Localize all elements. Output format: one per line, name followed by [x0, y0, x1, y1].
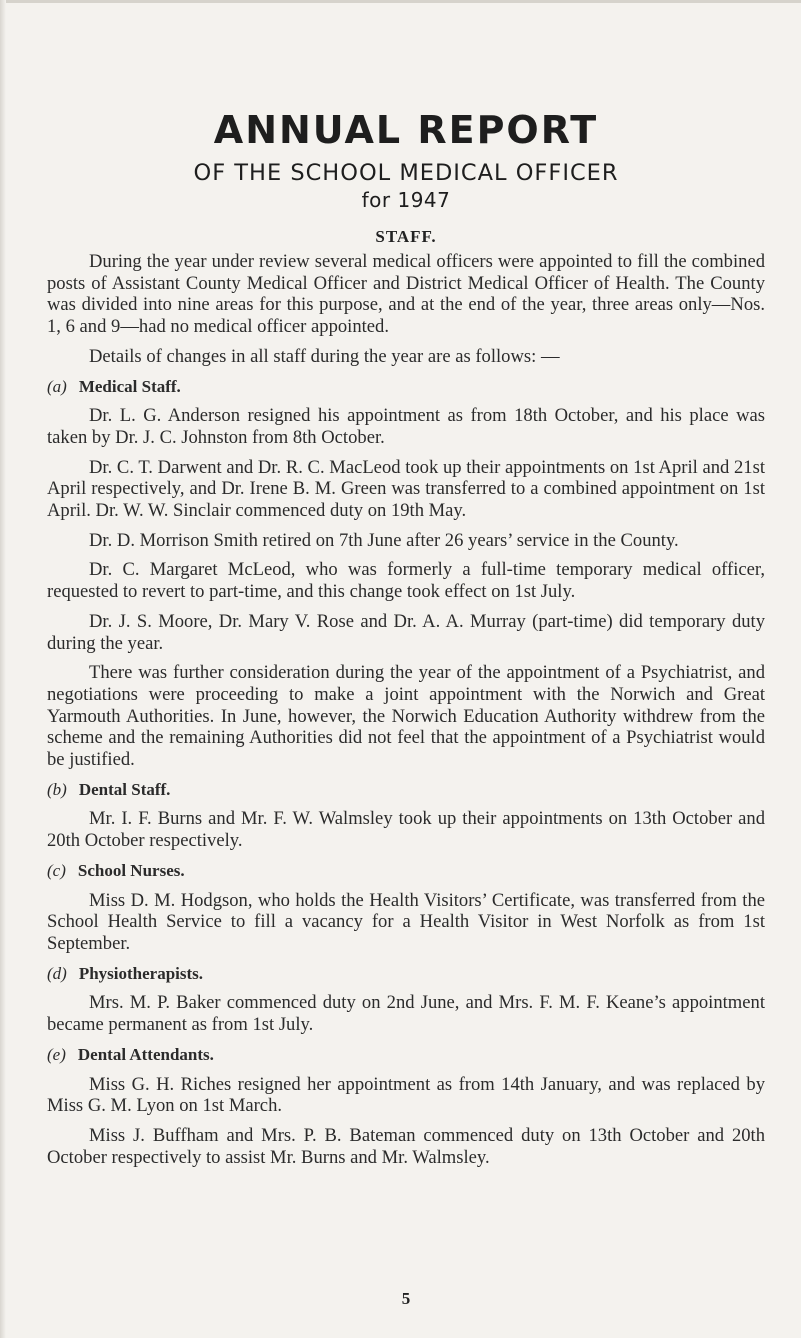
subsection-title: Dental Attendants.: [77, 1044, 214, 1064]
subsection-label: (a): [47, 376, 67, 396]
paragraph: Miss G. H. Riches resigned her appointment as from 14th January, and was replaced by Miss G. M. Lyon on 1st March.: [47, 1073, 765, 1117]
page-number: 5: [401, 1289, 411, 1308]
subsection-label: (c): [47, 860, 66, 880]
paragraph: Miss D. M. Hodgson, who holds the Health Visitors’ Certificate, was transferred from the School Health Service to fill a vacancy for a Health Visitor in West Norfolk as from 1st September.: [47, 889, 765, 954]
subsection-heading-medical: [47, 376, 765, 398]
paragraph: Dr. C. Margaret McLeod, who was formerly a full-time temporary medical officer, requested to revert to part-time, and this change took effect on 1st July.: [47, 559, 765, 603]
intro-paragraph: Details of changes in all staff during the year are as follows: —: [89, 345, 560, 367]
paragraph: Mr. I. F. Burns and Mr. F. W. Walmsley took up their appointments on 13th October and 20th October respectively.: [47, 808, 765, 852]
subsection-label: (d): [47, 963, 67, 983]
body-text: [47, 251, 765, 1176]
subsection-title: Medical Staff.: [78, 376, 181, 396]
subsection-heading-dental: [47, 779, 765, 801]
subsection-heading-nurses: [47, 860, 765, 882]
paragraph: Dr. L. G. Anderson resigned his appointment as from 18th October, and his place was taken by Dr. J. C. Johnston from 8th October.: [47, 405, 765, 448]
report-title: ANNUAL REPORT: [213, 108, 599, 152]
paragraph: Miss J. Buffham and Mrs. P. B. Bateman commenced duty on 13th October and 20th October respectively to assist Mr. Burns and Mr. Walmsley.: [47, 1124, 765, 1168]
paragraph: Dr. C. T. Darwent and Dr. R. C. MacLeod took up their appointments on 1st April and 21st April respectively, and Dr. Irene B. M. Green was transferred to a combined appointment on 1st April. Dr. W. W. Sinclair commenced duty on 19th May.: [47, 456, 765, 522]
report-subtitle: OF THE SCHOOL MEDICAL OFFICER: [193, 160, 619, 186]
page-top-edge: [0, 0, 801, 3]
page-left-edge: [0, 0, 6, 1338]
paragraph: There was further consideration during the year of the appointment of a Psychiatrist, and negotiations were proceeding to make a joint appointment with the Norwich and Great Yarmouth Authorities. In June, however, the Norwich Education Authority withdrew from the scheme and the remaining Authorities did not feel that the appointment of a Psychiatrist would be justified.: [47, 662, 765, 771]
intro-paragraph: During the year under review several medical officers were appointed to fill the combined posts of Assistant County Medical Officer and District Medical Officer of Health. The County was divided into nine areas for this purpose, and at the end of the year, three areas only—Nos. 1, 6 and 9—had no medical officer appointed.: [47, 251, 765, 338]
subsection-title: Dental Staff.: [78, 779, 171, 799]
subsection-title: Physiotherapists.: [78, 963, 204, 983]
paragraph: Dr. D. Morrison Smith retired on 7th June after 26 years’ service in the County.: [89, 529, 679, 551]
section-title: STAFF.: [375, 227, 437, 246]
subsection-heading-attendants: [47, 1044, 765, 1066]
paragraph: Dr. J. S. Moore, Dr. Mary V. Rose and Dr. A. A. Murray (part-time) did temporary duty during the year.: [47, 610, 765, 654]
subsection-title: School Nurses.: [77, 860, 185, 880]
subsection-heading-physio: [47, 963, 765, 985]
report-year: for 1947: [361, 188, 451, 212]
subsection-label: (b): [47, 779, 67, 799]
subsection-label: (e): [47, 1044, 66, 1064]
paragraph: Mrs. M. P. Baker commenced duty on 2nd June, and Mrs. F. M. F. Keane’s appointment became permanent as from 1st July.: [47, 992, 765, 1036]
